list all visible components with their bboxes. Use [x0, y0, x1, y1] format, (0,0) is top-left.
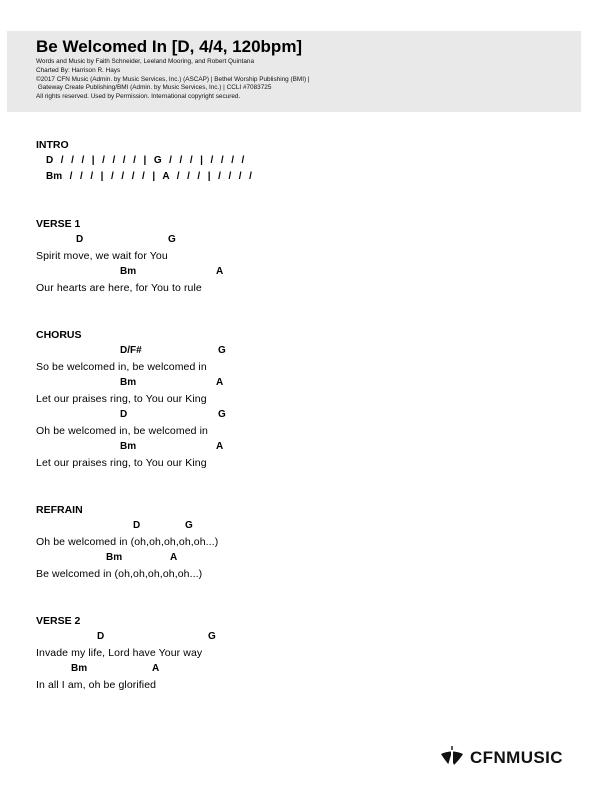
chord: G: [208, 631, 216, 642]
chord: D: [97, 631, 105, 642]
section-intro: [36, 139, 252, 187]
song-title: Be Welcomed In [D, 4/4, 120bpm]: [36, 37, 303, 56]
chord: G: [185, 520, 193, 531]
chord-row: [36, 266, 224, 282]
songwriter-credits: Words and Music by Faith Schneider, Leeland Mooring, and Robert Quintana: [36, 58, 254, 65]
chord-row: [36, 409, 226, 425]
section-refrain: [36, 504, 218, 584]
chord-row: [36, 520, 218, 536]
cfn-cross-icon: [440, 746, 464, 771]
lyric-line: Oh be welcomed in (oh,oh,oh,oh,oh...): [36, 536, 219, 548]
chord-row: [36, 234, 202, 250]
section-label: VERSE 2: [36, 615, 81, 627]
copyright-line-1: ©2017 CFN Music (Admin. by Music Services, Inc.) (ASCAP) | Bethel Worship Publishing (BMI) |: [36, 75, 310, 83]
chord: A: [216, 377, 224, 388]
lyric-line: Let our praises ring, to You our King: [36, 457, 207, 469]
chord-row: [36, 663, 202, 679]
lyric-line: Oh be welcomed in, be welcomed in: [36, 425, 208, 437]
chord: D: [120, 409, 128, 420]
chord: A: [170, 552, 178, 563]
chord-row: [36, 441, 224, 457]
section-label: VERSE 1: [36, 218, 81, 230]
chord: Bm: [120, 266, 137, 277]
chord-row: [36, 377, 224, 393]
lyric-line: So be welcomed in, be welcomed in: [36, 361, 207, 373]
chord: G: [168, 234, 176, 245]
section-label: REFRAIN: [36, 504, 83, 516]
logo-text: CFNMUSIC: [470, 748, 563, 767]
lyric-line: Be welcomed in (oh,oh,oh,oh,oh...): [36, 568, 203, 580]
chord: A: [216, 441, 224, 452]
intro-chord-line: Bm / / / | / / / / | A / / / | / / / /: [46, 171, 252, 182]
chord: Bm: [106, 552, 123, 563]
section-verse-1: [36, 218, 224, 298]
intro-chord-line: D / / / | / / / / | G / / / | / / / /: [46, 155, 245, 166]
chord: D: [76, 234, 84, 245]
chord: A: [216, 266, 224, 277]
copyright-line-2: Gateway Create Publishing/BMI (Admin. by Music Services, Inc.) | CCLI #7083725: [36, 84, 272, 92]
chord: A: [152, 663, 160, 674]
song-header: [7, 31, 581, 112]
chord-row: [36, 552, 218, 568]
chord: Bm: [120, 441, 137, 452]
chord: G: [218, 409, 226, 420]
cfn-music-logo: [440, 748, 563, 768]
section-verse-2: [36, 615, 216, 695]
section-chorus: [36, 329, 226, 473]
chord: D: [133, 520, 141, 531]
lyric-line: Invade my life, Lord have Your way: [36, 647, 203, 659]
charted-by: Charted By: Harrison R. Hays: [36, 66, 121, 74]
chord: Bm: [71, 663, 88, 674]
chord: Bm: [120, 377, 137, 388]
chord-row: [36, 631, 216, 647]
section-label: CHORUS: [36, 329, 82, 341]
song-metadata: [36, 58, 310, 102]
lyric-line: In all I am, oh be glorified: [36, 679, 157, 691]
chord: G: [218, 345, 226, 356]
chord: D/F#: [120, 345, 142, 356]
lyric-line: Our hearts are here, for You to rule: [36, 282, 202, 294]
section-label: INTRO: [36, 139, 69, 151]
rights-notice: All rights reserved. Used by Permission. International copyright secured.: [36, 93, 241, 101]
lyric-line: Let our praises ring, to You our King: [36, 393, 207, 405]
lyric-line: Spirit move, we wait for You: [36, 250, 168, 262]
chord-row: [36, 345, 226, 361]
